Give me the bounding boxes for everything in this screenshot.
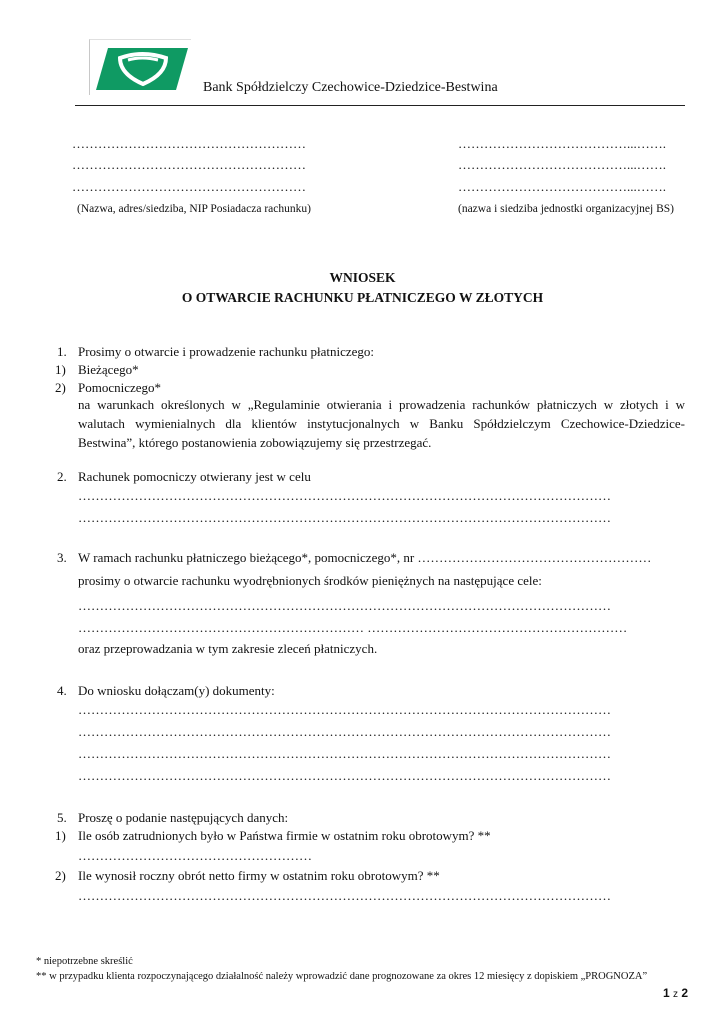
- footnote-1: * niepotrzebne skreślić: [36, 956, 133, 967]
- s5-q2-text: Ile wynosił roczny obrót netto firmy w ostatnim roku obrotowym? **: [78, 868, 440, 883]
- page-of: z: [673, 989, 679, 1000]
- form-title: WNIOSEK: [329, 270, 396, 285]
- s1-text: Prosimy o otwarcie i prowadzenie rachunku płatniczego:: [78, 344, 375, 359]
- branch-caption: (nazwa i siedziba jednostki organizacyjnej BS): [458, 203, 674, 215]
- s4-line-3[interactable]: ……………………………………………………………………………………………………………: [78, 746, 611, 761]
- s5-q1-answer[interactable]: ………………………………………………: [78, 848, 312, 863]
- s5-q1-text: Ile osób zatrudnionych było w Państwa firmie w ostatnim roku obrotowym? **: [78, 828, 491, 843]
- s1-option1-number: 1): [55, 362, 66, 377]
- s4-number: 4.: [57, 683, 67, 698]
- s5-text: Proszę o podanie następujących danych:: [78, 810, 289, 825]
- s2-text: Rachunek pomocniczy otwierany jest w celu: [78, 469, 311, 484]
- s2-line-1[interactable]: ……………………………………………………………………………………………………………: [78, 488, 611, 503]
- s1-option2-number: 2): [55, 380, 66, 395]
- branch-line-1[interactable]: …………………………………...…….: [458, 136, 666, 151]
- s1-option-current[interactable]: Bieżącego*: [78, 362, 139, 377]
- s3-number: 3.: [57, 550, 67, 565]
- s2-number: 2.: [57, 469, 67, 484]
- s2-line-2[interactable]: ……………………………………………………………………………………………………………: [78, 510, 611, 525]
- page-current: 1: [663, 986, 670, 1000]
- s4-line-4[interactable]: ……………………………………………………………………………………………………………: [78, 768, 611, 783]
- s3-line-2[interactable]: ………………………………………………………… ……………………………………………………: [78, 620, 628, 635]
- bank-name: Bank Spółdzielczy Czechowice-Dziedzice-Bestwina: [203, 80, 498, 95]
- s5-q2-answer[interactable]: ……………………………………………………………………………………………………………: [78, 888, 611, 903]
- s4-text: Do wniosku dołączam(y) dokumenty:: [78, 683, 275, 698]
- s4-line-1[interactable]: ……………………………………………………………………………………………………………: [78, 702, 611, 717]
- applicant-line-1[interactable]: ………………………………………………: [72, 136, 306, 151]
- footnote-2: ** w przypadku klienta rozpoczynającego działalność należy wprowadzić dane prognozowane za okres 12 miesięcy z dopiskiem „PROGNOZA”: [36, 971, 648, 982]
- page-total: 2: [681, 986, 689, 1000]
- s3-text[interactable]: W ramach rachunku płatniczego bieżącego*, pomocniczego*, nr ………………………………………………: [78, 550, 652, 565]
- page-number: [663, 986, 688, 1000]
- applicant-line-2[interactable]: ………………………………………………: [72, 157, 306, 172]
- applicant-line-3[interactable]: ………………………………………………: [72, 179, 306, 194]
- header-rule: [75, 105, 685, 106]
- s5-number: 5.: [57, 810, 67, 825]
- s3-line-1[interactable]: ……………………………………………………………………………………………………………: [78, 598, 611, 613]
- form-subtitle: O OTWARCIE RACHUNKU PŁATNICZEGO W ZŁOTYCH: [181, 290, 544, 305]
- s4-line-2[interactable]: ……………………………………………………………………………………………………………: [78, 724, 611, 739]
- branch-line-3[interactable]: …………………………………...…….: [458, 179, 666, 194]
- s5-q1-number: 1): [55, 828, 66, 843]
- branch-line-2[interactable]: …………………………………...…….: [458, 157, 666, 172]
- s1-paragraph: na warunkach określonych w „Regulaminie otwierania i prowadzenia rachunków płatniczych w złotych i w walutach wymienialnych dla klientów instytucjonalnych w Banku Spółdzielczym Czechowice-Dziedzice-Bestwina”, którego postanowienia zobowiązujemy się przestrzegać.: [78, 397, 685, 450]
- s1-option-auxiliary[interactable]: Pomocniczego*: [78, 380, 162, 395]
- s3-text3: oraz przeprowadzania w tym zakresie zleceń płatniczych.: [78, 641, 378, 656]
- s3-text2: prosimy o otwarcie rachunku wyodrębnionych środków pieniężnych na następujące cele:: [78, 573, 542, 588]
- bank-logo: [96, 46, 188, 92]
- applicant-caption: (Nazwa, adres/siedziba, NIP Posiadacza rachunku): [77, 203, 311, 215]
- s5-q2-number: 2): [55, 868, 66, 883]
- s1-number: 1.: [57, 344, 67, 359]
